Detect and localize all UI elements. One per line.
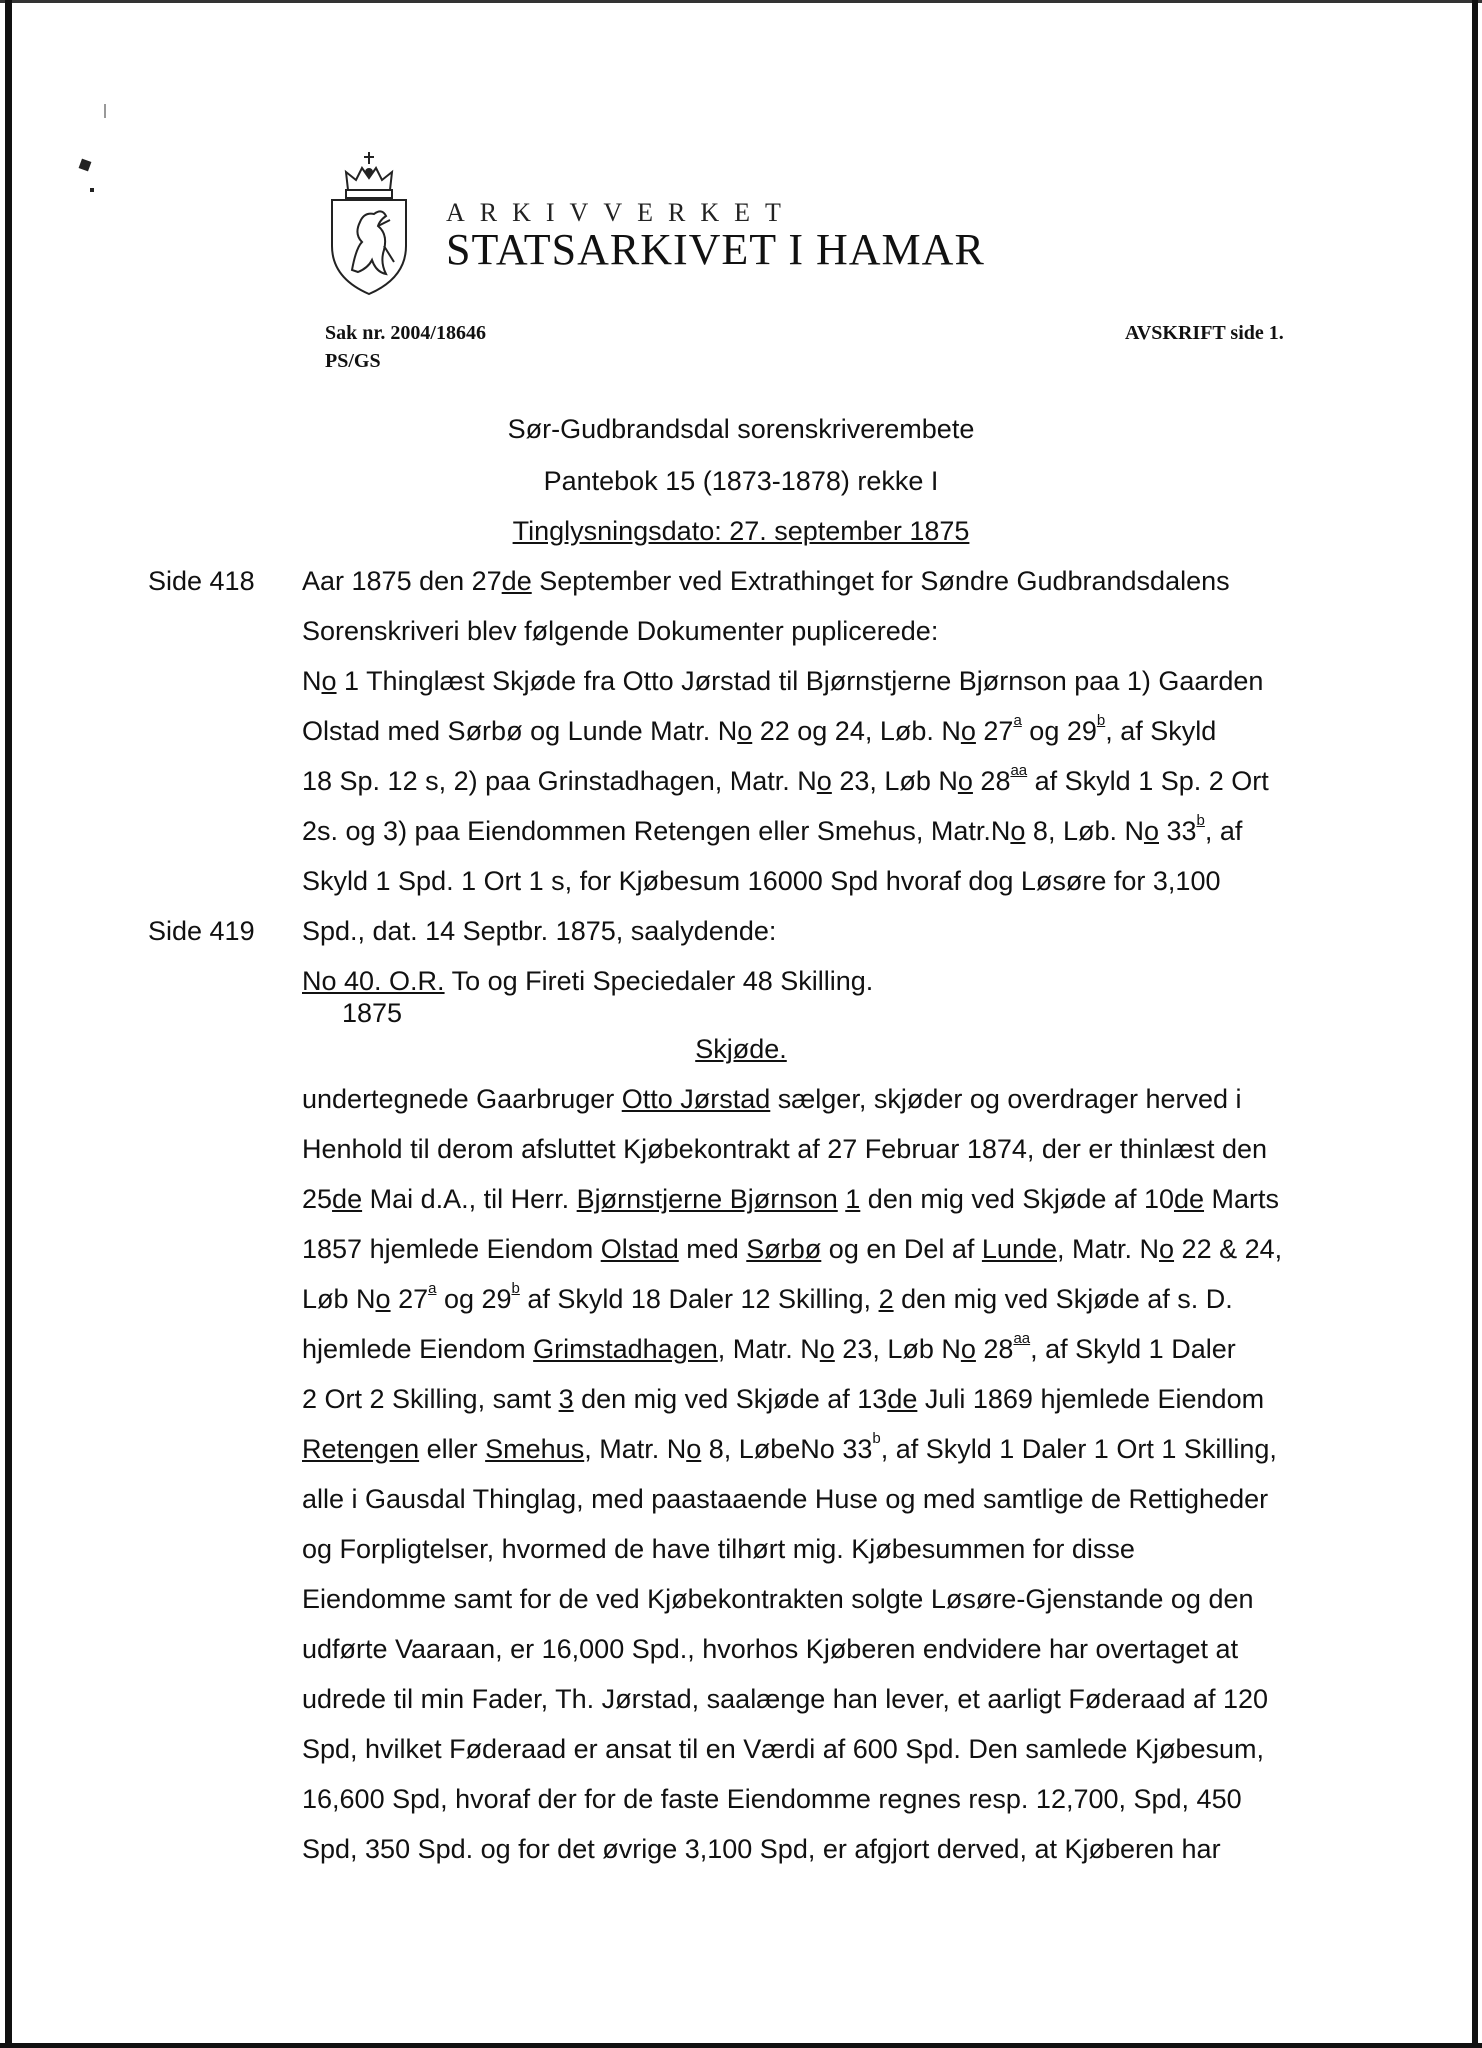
scan-border-top	[0, 0, 1482, 3]
body-line: Henhold til derom afsluttet Kjøbekontrakt af 27 Februar 1874, der er thinlæst den	[302, 1134, 1268, 1164]
body-line: udrede til min Fader, Th. Jørstad, saalænge han lever, et aarligt Føderaad af 120	[302, 1684, 1269, 1714]
registration-date: Tinglysningsdato: 27. september 1875	[512, 516, 970, 546]
body-line: hjemlede Eiendom Grimstadhagen, Matr. No 23, Løb No $28^{aa}$, af Skyld 1 Daler	[302, 1330, 1236, 1364]
body-line: Skyld 1 Spd. 1 Ort 1 s, for Kjøbesum 16000 Spd hvoraf dog Løsøre for 3,100	[302, 866, 1221, 896]
stamp-year: 1875	[342, 998, 403, 1028]
body-line: No 40. O.R. To og Fireti Speciedaler 48 Skilling.	[302, 966, 874, 996]
body-line: Olstad med Sørbø og Lunde Matr. No 22 og 24, Løb. No 27$^a$ og 29$^b$, af Skyld	[302, 712, 1217, 746]
institution-name: STATSARKIVET I HAMAR	[446, 225, 985, 274]
case-number: Sak nr. 2004/18646	[325, 322, 486, 344]
body-line: Sorenskriveri blev følgende Dokumenter puplicerede:	[302, 616, 939, 646]
body-line: Spd., dat. 14 Septbr. 1875, saalydende:	[302, 916, 777, 946]
body-line: udførte Vaaraan, er 16,000 Spd., hvorhos Kjøberen endvidere har overtaget at	[302, 1634, 1239, 1664]
body-line: Aar 1875 den 27de September ved Extrathinget for Søndre Gudbrandsdalens	[302, 566, 1230, 596]
body-line: Spd, hvilket Føderaad er ansat til en Værdi af 600 Spd. Den samlede Kjøbesum,	[302, 1734, 1264, 1764]
body-line: Spd, 350 Spd. og for det øvrige 3,100 Spd, er afgjort derved, at Kjøberen har	[302, 1834, 1221, 1864]
body-line: 25de Mai d.A., til Herr. Bjørnstjerne Bjørnson 1 den mig ved Skjøde af 10de Marts	[302, 1184, 1280, 1214]
document-office: Sør-Gudbrandsdal sorenskriverembete	[507, 414, 975, 444]
scan-border-right	[1472, 0, 1478, 2048]
archive-name: ARKIVVERKET	[446, 198, 796, 227]
body-line: Eiendomme samt for de ved Kjøbekontrakten solgte Løsøre-Gjenstande og den	[302, 1584, 1254, 1614]
body-line: 16,600 Spd, hvoraf der for de faste Eiendomme regnes resp. 12,700, Spd, 450	[302, 1784, 1242, 1814]
scan-speck	[104, 104, 106, 118]
body-line: 2s. og 3) paa Eiendommen Retengen eller Smehus, Matr.No 8, Løb. No 33$^b$, af	[302, 812, 1243, 846]
scan-speck	[79, 159, 92, 172]
deed-heading: Skjøde.	[695, 1034, 787, 1064]
body-line: 18 Sp. 12 s, 2) paa Grinstadhagen, Matr. No 23, Løb No $28^{aa}$ af Skyld 1 Sp. 2 Ort	[302, 762, 1269, 796]
scan-border-left	[5, 0, 12, 2048]
body-line: Løb No 27$^a$ og 29$^b$ af Skyld 18 Daler 12 Skilling, 2 den mig ved Skjøde af s. D.	[302, 1280, 1233, 1314]
body-line: 1857 hjemlede Eiendom Olstad med Sørbø og en Del af Lunde, Matr. No 22 & 24,	[302, 1234, 1283, 1264]
document-book: Pantebok 15 (1873-1878) rekke I	[543, 466, 939, 496]
body-line: alle i Gausdal Thinglag, med paastaaende Huse og med samtlige de Rettigheder	[302, 1484, 1269, 1514]
margin-note-side-419: Side 419	[148, 916, 255, 946]
margin-note-side-418: Side 418	[148, 566, 255, 596]
body-line: 2 Ort 2 Skilling, samt 3 den mig ved Skjøde af 13de Juli 1869 hjemlede Eiendom	[302, 1384, 1265, 1414]
scan-border-bottom	[0, 2043, 1482, 2048]
coat-of-arms-icon	[328, 150, 410, 296]
scan-speck	[90, 188, 94, 192]
body-line: Retengen eller Smehus, Matr. No 8, LøbeNo 33$^b$, af Skyld 1 Daler 1 Ort 1 Skilling,	[302, 1430, 1277, 1464]
body-line: undertegnede Gaarbruger Otto Jørstad sælger, skjøder og overdrager herved i	[302, 1084, 1242, 1114]
body-line: No 1 Thinglæst Skjøde fra Otto Jørstad til Bjørnstjerne Bjørnson paa 1) Gaarden	[302, 666, 1264, 696]
initials: PS/GS	[325, 350, 381, 372]
body-line: og Forpligtelser, hvormed de have tilhørt mig. Kjøbesummen for disse	[302, 1534, 1135, 1564]
copy-label: AVSKRIFT side 1.	[1125, 322, 1284, 344]
